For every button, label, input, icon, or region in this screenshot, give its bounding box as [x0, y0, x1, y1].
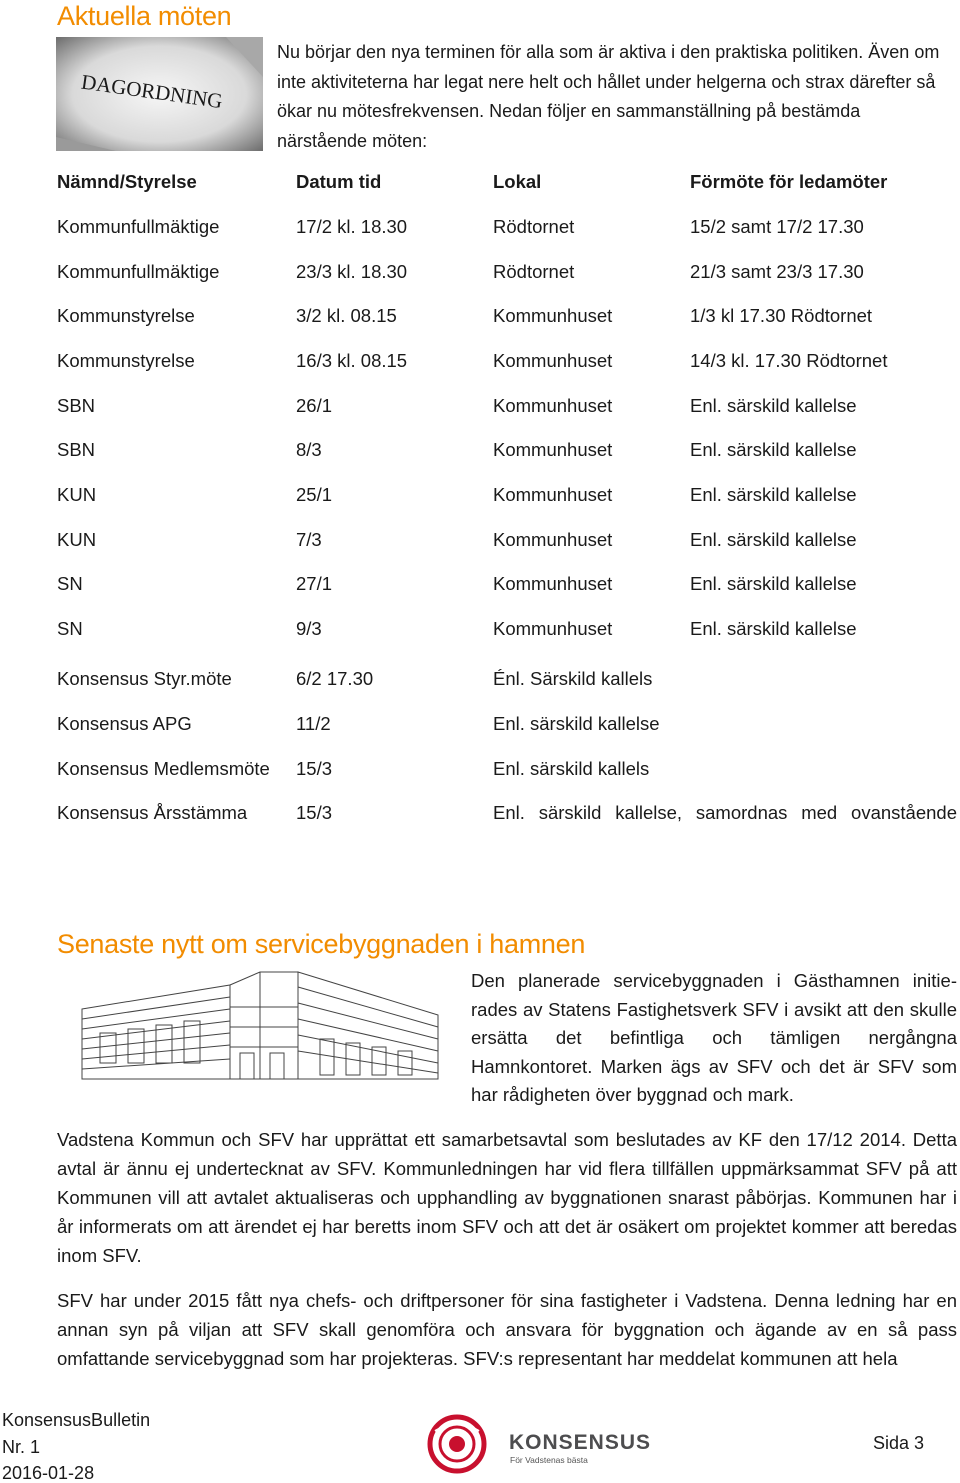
- table-cell: SN: [57, 573, 83, 594]
- section-title-service-building: Senaste nytt om servicebyggnaden i hamnen: [57, 929, 586, 959]
- table-cell: Enl. särskild kallelse: [493, 713, 660, 734]
- table-cell: 15/3: [296, 758, 333, 779]
- table-cell: KUN: [57, 529, 97, 550]
- table-cell: 6/2 17.30: [296, 668, 374, 689]
- table-cell: Konsensus Årsstämma: [57, 802, 248, 823]
- table-cell: Kommunhuset: [493, 395, 613, 416]
- table-cell: 26/1: [296, 395, 333, 416]
- intro-paragraph: Nu börjar den nya terminen för alla som är aktiva i den praktiska politiken. Även om inte aktiviteterna har legat nere helt och hållet under helgerna och strax därefter så ökar nu mötesfrekvensen. Nedan följer en sammanställning på bestämda närstående möten:: [277, 42, 940, 151]
- table-cell: Kommunhuset: [493, 439, 613, 460]
- table-cell: 15/2 samt 17/2 17.30: [690, 216, 864, 237]
- table-cell: Enl. särskild kallelse: [690, 395, 857, 416]
- table-cell: SBN: [57, 395, 96, 416]
- table-cell: 17/2 kl. 18.30: [296, 216, 408, 237]
- logo-tagline: För Vadstenas bästa: [510, 1455, 588, 1465]
- table-cell: Enl. särskild kallelse, samordnas med ovanstående: [493, 802, 957, 823]
- footer-publication: KonsensusBulletin: [2, 1410, 151, 1430]
- table-cell: 15/3: [296, 802, 333, 823]
- building-sketch: [80, 967, 440, 1085]
- header-cell: Lokal: [493, 171, 542, 192]
- table-cell: KUN: [57, 484, 97, 505]
- table-cell: Kommunhuset: [493, 484, 613, 505]
- body-paragraph: SFV har under 2015 fått nya chefs- och driftpersoner för sina fastigheter i Vadstena. Denna ledning har en annan syn på viljan att SFV skall genomföra och ansvara för byggnation och ägande av en så pass omfattande servicebyggnad som har projekteras. SFV:s representant har meddelat kommunen att hela: [57, 1290, 957, 1369]
- table-cell: Kommunhuset: [493, 529, 613, 550]
- service-intro-paragraph: Den planerade servicebyggnaden i Gästhamnen initie-rades av Statens Fastighetsverk SFV i avsikt att den skulle ersätta det befintliga och tämligen nergångna Hamnkontoret. Marken ägs av SFV och det är SFV som har rådigheten över byggnad och mark.: [471, 970, 957, 1105]
- table-cell: 9/3: [296, 618, 322, 639]
- table-cell: 8/3: [296, 439, 322, 460]
- table-cell: Rödtornet: [493, 261, 575, 282]
- table-cell: Kommunstyrelse: [57, 305, 195, 326]
- table-cell: Konsensus APG: [57, 713, 192, 734]
- table-cell: 21/3 samt 23/3 17.30: [690, 261, 864, 282]
- table-cell: Kommunhuset: [493, 618, 613, 639]
- table-cell: SN: [57, 618, 83, 639]
- header-cell: Förmöte för ledamöter: [690, 171, 888, 192]
- table-cell: SBN: [57, 439, 96, 460]
- table-cell: 14/3 kl. 17.30 Rödtornet: [690, 350, 888, 371]
- table-cell: Enl. särskild kallelse: [690, 484, 857, 505]
- footer-issue: Nr. 1: [2, 1437, 41, 1457]
- table-cell: 1/3 kl 17.30 Rödtornet: [690, 305, 873, 326]
- konsensus-logo: [425, 1413, 655, 1475]
- table-cell: 23/3 kl. 18.30: [296, 261, 408, 282]
- table-cell: Enl. särskild kallelse: [690, 573, 857, 594]
- table-cell: Kommunfullmäktige: [57, 261, 220, 282]
- table-cell: Enl. särskild kallelse: [690, 529, 857, 550]
- header-cell: Nämnd/Styrelse: [57, 171, 197, 192]
- table-cell: Enl. särskild kallelse: [690, 618, 857, 639]
- table-cell: Kommunhuset: [493, 573, 613, 594]
- table-cell: 27/1: [296, 573, 333, 594]
- table-cell: Enl. särskild kallelse: [690, 439, 857, 460]
- agenda-caption: DAGORDNING: [79, 69, 225, 114]
- section-title-meetings: Aktuella möten: [57, 1, 232, 31]
- table-cell: 25/1: [296, 484, 333, 505]
- table-cell: Konsensus Medlemsmöte: [57, 758, 270, 779]
- table-cell: Rödtornet: [493, 216, 575, 237]
- table-cell: Kommunstyrelse: [57, 350, 195, 371]
- logo-name: KONSENSUS: [509, 1431, 652, 1454]
- table-cell: Énl. Särskild kallels: [493, 668, 653, 689]
- header-cell: Datum tid: [296, 171, 382, 192]
- body-paragraph: Vadstena Kommun och SFV har upprättat ett samarbetsavtal som beslutades av KF den 17/12 2014. Detta avtal är ännu ej undertecknat av SFV. Kommunledningen har vid flera tillfällen uppmärksammat SFV på att Kommunen vill att avtalet aktualiseras och upphandling av byggnationen snarast påbörjas. Kommunen har i år informerats om att ärendet ej har beretts inom SFV och att det är osäkert om projektet kommer att beredas inom SFV.: [57, 1129, 957, 1266]
- table-cell: Kommunfullmäktige: [57, 216, 220, 237]
- table-cell: 3/2 kl. 08.15: [296, 305, 397, 326]
- table-cell: 16/3 kl. 08.15: [296, 350, 408, 371]
- table-cell: Kommunhuset: [493, 350, 613, 371]
- table-cell: Kommunhuset: [493, 305, 613, 326]
- footer-date: 2016-01-28: [2, 1463, 95, 1483]
- table-cell: 11/2: [296, 713, 331, 734]
- page-number: Sida 3: [873, 1433, 925, 1453]
- table-cell: Konsensus Styr.möte: [57, 668, 232, 689]
- agenda-photo: [56, 37, 263, 151]
- table-cell: Enl. särskild kallels: [493, 758, 650, 779]
- table-cell: 7/3: [296, 529, 322, 550]
